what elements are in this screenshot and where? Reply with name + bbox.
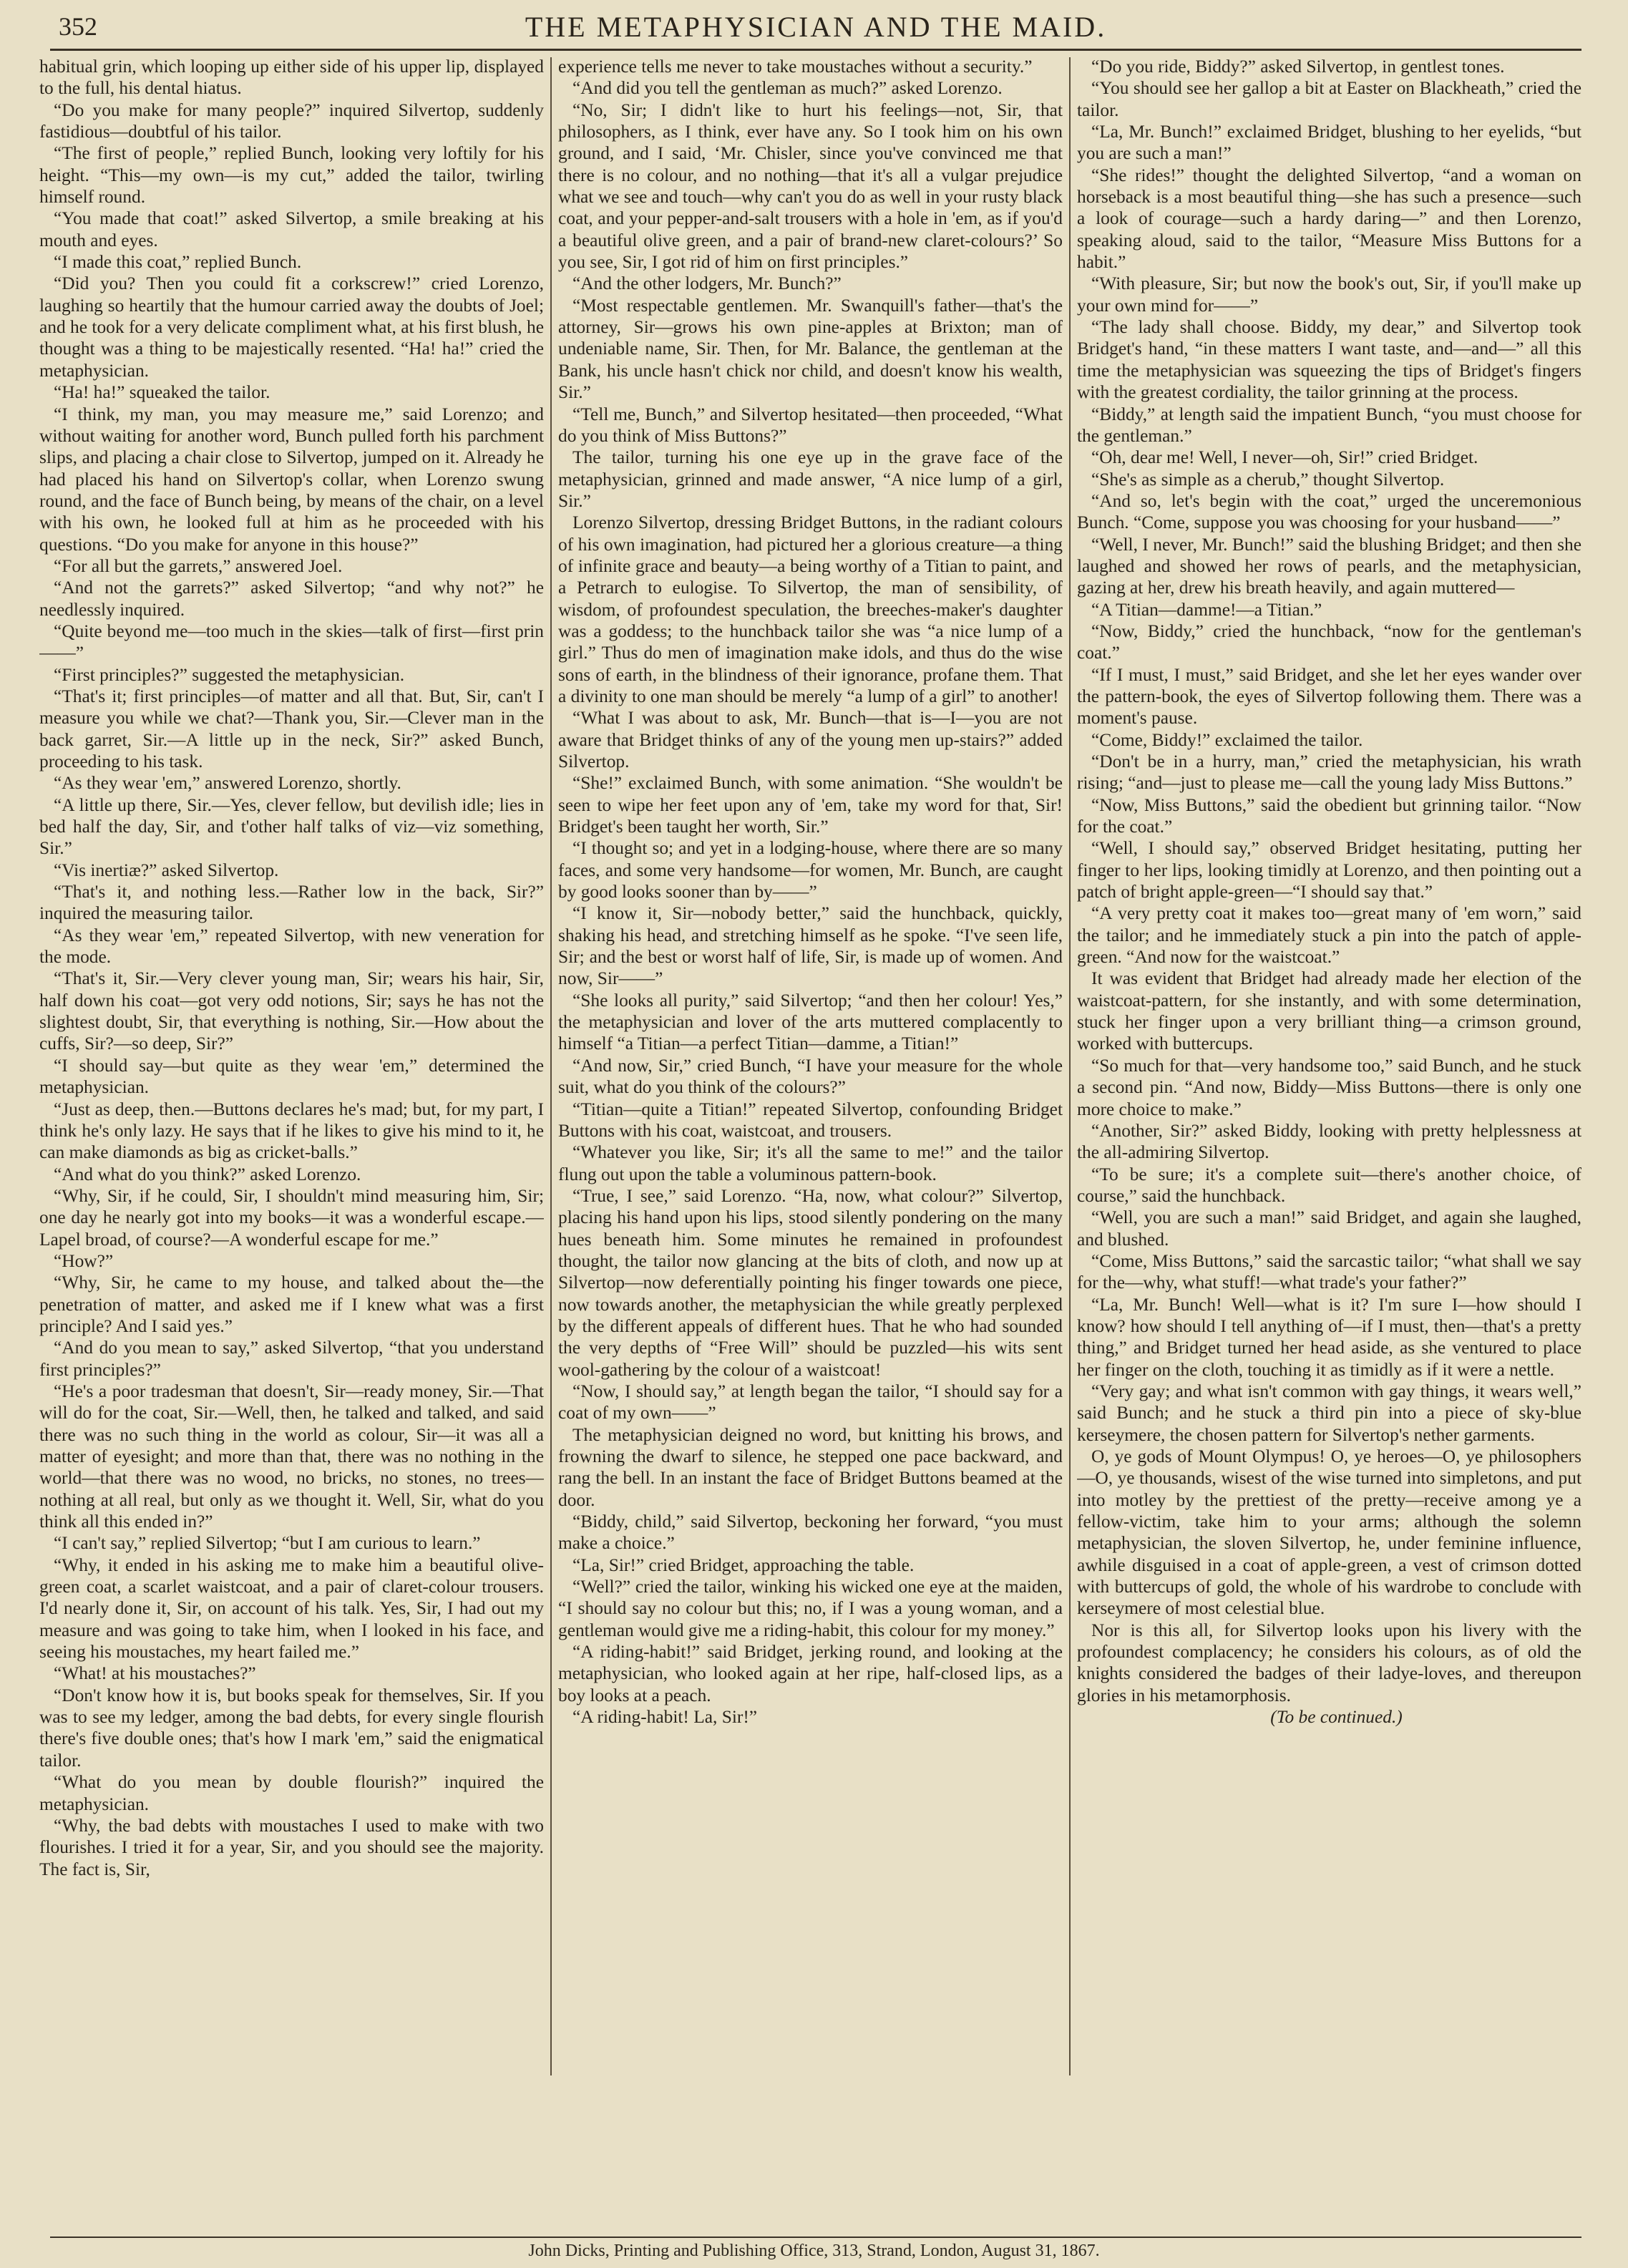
paragraph: “Come, Miss Buttons,” said the sarcastic tailor; “what shall we say for the—why, what stuff!—what trade's your father?”: [1077, 1250, 1581, 1293]
paragraph: “Tell me, Bunch,” and Silvertop hesitated—then proceeded, “What do you think of Miss Buttons?”: [558, 404, 1063, 446]
paragraph: “Just as deep, then.—Buttons declares he's mad; but, for my part, I think he's only lazy. He says that if he likes to give his mind to it, he can make diamonds as big as cricket-balls.”: [39, 1099, 544, 1163]
paragraph: “She rides!” thought the delighted Silvertop, “and a woman on horseback is a most beautiful thing—she has such a presence—such a look of courage—such a hardy daring—” and then Lorenzo, speaking aloud, said to the tailor, “Measure Miss Buttons for a habit.”: [1077, 165, 1581, 273]
paragraph: “And the other lodgers, Mr. Bunch?”: [572, 273, 842, 294]
paragraph: “A Titian—damme!—a Titian.”: [1091, 599, 1322, 620]
paragraph: “And now, Sir,” cried Bunch, “I have your measure for the whole suit, what do you think of the colours?”: [558, 1055, 1063, 1098]
paragraph: “No, Sir; I didn't like to hurt his feelings—not, Sir, that philosophers, as I think, ever have any. So I took him on his own ground, and I said, ‘Mr. Chisler, since you've convinced me that there is no colour, and no nothing—that it's all a vulgar prejudice what we see and touch—why can't you do as well in your rusty black coat, and your pepper-and-salt trousers with a hole in 'em, as if you'd a beautiful olive green, and a pair of brand-new claret-colours?’ So you see, Sir, I got rid of him on first principles.”: [558, 99, 1063, 273]
paragraph: “Do you make for many people?” inquired Silvertop, suddenly fastidious—doubtful of his tailor.: [39, 99, 544, 142]
paragraph: “I know it, Sir—nobody better,” said the hunchback, quickly, shaking his head, and stretching himself as he spoke. “I've seen life, Sir; and the best or worst half of life, Sir, is made up of women. And now, Sir——”: [558, 903, 1063, 989]
paragraph: “To be sure; it's a complete suit—there's another choice, of course,” said the hunchback.: [1077, 1164, 1581, 1206]
paragraph: “She looks all purity,” said Silvertop; “and then her colour! Yes,” the metaphysician and lover of the arts muttered complacently to himself “a Titian—a perfect Titian—damme, a Titian!”: [558, 990, 1063, 1054]
paragraph: “And do you mean to say,” asked Silvertop, “that you understand first principles?”: [39, 1338, 544, 1380]
paragraph: The metaphysician deigned no word, but knitting his brows, and frowning the dwarf to silence, he stepped one pace backward, and rang the bell. In an instant the face of Bridget Buttons beamed at the door.: [558, 1424, 1063, 1510]
paragraph: “What I was about to ask, Mr. Bunch—that is—I—you are not aware that Bridget thinks of any of the young men up-stairs?” added Silvertop.: [558, 708, 1063, 772]
paragraph: “That's it, and nothing less.—Rather low in the back, Sir?” inquired the measuring tailor.: [39, 882, 544, 924]
paragraph: “Most respectable gentlemen. Mr. Swanquill's father—that's the attorney, Sir—grows his own pine-apples at Brixton; man of undeniable name, Sir. Then, for Mr. Balance, the gentleman at the Bank, his uncle hasn't chick nor child, and doesn't know his wealth, Sir.”: [558, 295, 1063, 403]
printer-imprint: John Dicks, Printing and Publishing Office, 313, Strand, London, August 31, 1867.: [528, 2242, 1100, 2260]
paragraph: “Why, the bad debts with moustaches I used to make with two flourishes. I tried it for a year, Sir, and you should see the majority. The fact is, Sir,: [39, 1815, 544, 1879]
paragraph: “A little up there, Sir.—Yes, clever fellow, but devilish idle; lies in bed half the day, Sir, and t'other half talks of viz—viz something, Sir.”: [39, 794, 544, 859]
paragraph: “For all but the garrets,” answered Joel.: [54, 555, 343, 576]
paragraph: “A riding-habit!” said Bridget, jerking round, and looking at the metaphysician, who looked again at her ripe, half-closed lips, as a boy looks at a peach.: [558, 1642, 1063, 1705]
paragraph: “Oh, dear me! Well, I never—oh, Sir!” cried Bridget.: [1091, 447, 1478, 468]
paragraph: “And not the garrets?” asked Silvertop; “and why not?” he needlessly inquired.: [39, 578, 544, 620]
paragraph: “Now, Miss Buttons,” said the obedient but grinning tailor. “Now for the coat.”: [1077, 794, 1581, 837]
paragraph: “The lady shall choose. Biddy, my dear,” and Silvertop took Bridget's hand, “in these matters I want taste, and—and—” all this time the metaphysician was squeezing the tips of Bridget's fingers with the greatest cordiality, the tailor grinning at the process.: [1077, 317, 1581, 403]
paragraph: “Biddy, child,” said Silvertop, beckoning her forward, “you must make a choice.”: [558, 1512, 1063, 1554]
paragraph: “Biddy,” at length said the impatient Bunch, “you must choose for the gentleman.”: [1077, 404, 1581, 446]
paragraph: “I should say—but quite as they wear 'em,” determined the metaphysician.: [39, 1055, 544, 1098]
paragraph: “Quite beyond me—too much in the skies—talk of first—first prin——”: [39, 620, 544, 663]
paragraph: “He's a poor tradesman that doesn't, Sir—ready money, Sir.—That will do for the coat, Sir.—Well, then, he talked and talked, and said there was no such thing in the world as colour, Sir—it was all a matter of eyesight; and more than that, there was no nothing in the world—that there was no wood, no bricks, no stones, no trees—nothing at all real, but only as we thought it. Well, Sir, what do you think all this ended in?”: [39, 1381, 544, 1532]
paragraph: “First principles?” suggested the metaphysician.: [54, 664, 405, 685]
article-columns: [39, 56, 1581, 2078]
paragraph: “She's as simple as a cherub,” thought Silvertop.: [1091, 469, 1445, 490]
paragraph: “I made this coat,” replied Bunch.: [54, 252, 302, 273]
paragraph: “And so, let's begin with the coat,” urged the unceremonious Bunch. “Come, suppose you was choosing for your husband——”: [1077, 490, 1581, 533]
paragraph: “What! at his moustaches?”: [54, 1663, 256, 1684]
paragraph: “The first of people,” replied Bunch, looking very loftily for his height. “This—my own—is my cut,” added the tailor, twirling himself round.: [39, 143, 544, 208]
paragraph: “La, Mr. Bunch! Well—what is it? I'm sure I—how should I know? how should I tell anything of—if I must, then—that's a pretty thing,” and Bridget turned her head aside, as she ventured to place her finger on the cloth, touching it as timidly as if it were a nettle.: [1077, 1294, 1581, 1380]
page-number: 352: [59, 12, 97, 41]
paragraph: “Very gay; and what isn't common with gay things, it wears well,” said Bunch; and he stuck a third pin into a piece of sky-blue kerseymere, the chosen pattern for Silvertop's nether garments.: [1077, 1381, 1581, 1445]
paragraph: The tailor, turning his one eye up in the grave face of the metaphysician, grinned and made answer, “A nice lump of a girl, Sir.”: [558, 447, 1063, 511]
paragraph: O, ye gods of Mount Olympus! O, ye heroes—O, ye philosophers—O, ye thousands, wisest of the wise turned into simpletons, and put into motley by the prettiest of the pretty—receive among ye a fellow-victim, take him to your arms; although the solemn metaphysician, the sloven Silvertop, he, under feminine influence, awhile disguised in a coat of apple-green, a vest of crimson dotted with buttercups of gold, the whole of his wardrobe to conclude with kerseymere of most celestial blue.: [1077, 1446, 1581, 1619]
paragraph: “Come, Biddy!” exclaimed the tailor.: [1091, 729, 1363, 750]
paragraph: “Now, I should say,” at length began the tailor, “I should say for a coat of my own——”: [558, 1381, 1063, 1423]
paragraph: “Why, it ended in his asking me to make him a beautiful olive-green coat, a scarlet waistcoat, and a pair of claret-colour trousers. I'd nearly done it, Sir, on account of his talk. Yes, Sir, I had out my measure and was going to take him, when I looked in his face, and seeing his moustaches, my heart failed me.”: [39, 1554, 544, 1663]
paragraph: “If I must, I must,” said Bridget, and she let her eyes wander over the pattern-book, the eyes of Silvertop following them. There was a moment's pause.: [1077, 664, 1581, 729]
paragraph: “La, Mr. Bunch!” exclaimed Bridget, blushing to her eyelids, “but you are such a man!”: [1077, 122, 1581, 164]
paragraph: “As they wear 'em,” answered Lorenzo, shortly.: [54, 773, 401, 794]
paragraph: “Why, Sir, if he could, Sir, I shouldn't mind measuring him, Sir; one day he nearly got into my books—it was a wonderful escape.—Lapel broad, of course?—A wonderful escape for me.”: [39, 1185, 544, 1250]
paragraph: Lorenzo Silvertop, dressing Bridget Buttons, in the radiant colours of his own imagination, had pictured her a glorious creature—a thing of infinite grace and beauty—a being worthy of a Titian to paint, and a Petrarch to eulogise. To Silvertop, the man of sensibility, of wisdom, of profoundest speculation, the breeches-maker's daughter was a goddess; to the hunchback tailor she was “a nice lump of a girl.” Thus do men of imagination make idols, and thus do the wise sons of earth, in the blindness of their ignorance, profane them. That a divinity to one man should be merely “a lump of a girl” to another!: [558, 512, 1063, 706]
paragraph: “I thought so; and yet in a lodging-house, where there are so many faces, and some very handsome—for women, Mr. Bunch, are caught by good looks sooner than by——”: [558, 838, 1063, 902]
paragraph: “With pleasure, Sir; but now the book's out, Sir, if you'll make up your own mind for——”: [1077, 273, 1581, 316]
paragraph: “Well, I should say,” observed Bridget hesitating, putting her finger to her lips, looking timidly at Lorenzo, and then pointing out a patch of bright apple-green—“I should say that.”: [1077, 838, 1581, 902]
paragraph: “Whatever you like, Sir; it's all the same to me!” and the tailor flung out upon the table a voluminous pattern-book.: [558, 1142, 1063, 1184]
paragraph: “You made that coat!” asked Silvertop, a smile breaking at his mouth and eyes.: [39, 208, 544, 250]
paragraph: “And what do you think?” asked Lorenzo.: [54, 1164, 361, 1184]
paragraph: “A very pretty coat it makes too—great many of 'em worn,” said the tailor; and he immediately stuck a pin into the patch of apple-green. “And now for the waistcoat.”: [1077, 903, 1581, 968]
paragraph: “True, I see,” said Lorenzo. “Ha, now, what colour?” Silvertop, placing his hand upon his lips, stood silently pondering on the many hues beneath him. Some minutes he remained in profoundest thought, the tailor now glancing at the bits of cloth, and now up at Silvertop—now deferentially pointing his finger towards one piece, now towards another, the metaphysician the while greatly perplexed by the different appeals of different hues. That he who had sounded the very depths of “Free Will” should be puzzled—his wits sent wool-gathering by the colour of a waistcoat!: [558, 1185, 1063, 1380]
paragraph: “La, Sir!” cried Bridget, approaching the table.: [572, 1554, 915, 1575]
paragraph: “Now, Biddy,” cried the hunchback, “now for the gentleman's coat.”: [1077, 620, 1581, 663]
paragraph: It was evident that Bridget had already made her election of the waistcoat-pattern, for she instantly, and with some determination, stuck her finger upon a very brilliant thing—a crimson ground, worked with buttercups.: [1077, 968, 1581, 1054]
paragraph: “What do you mean by double flourish?” inquired the metaphysician.: [39, 1772, 544, 1814]
footer-rule: [50, 2237, 1581, 2238]
text-column-3: [1077, 56, 1581, 2078]
paragraph: “Why, Sir, he came to my house, and talked about the—the penetration of matter, and asked me if I knew what was a first principle? And I said yes.”: [39, 1272, 544, 1336]
paragraph: “That's it, Sir.—Very clever young man, Sir; wears his hair, Sir, half down his coat—got very odd notions, Sir; says he has not the slightest doubt, Sir, that everything is nothing, Sir.—How about the cuffs, Sir?—so deep, Sir?”: [39, 968, 544, 1054]
paragraph: “A riding-habit! La, Sir!”: [572, 1707, 758, 1728]
page-header: [50, 6, 1581, 51]
paragraph: “Ha! ha!” squeaked the tailor.: [54, 382, 270, 403]
paragraph: “She!” exclaimed Bunch, with some animation. “She wouldn't be seen to wipe her feet upon any of 'em, take my word for that, Sir! Bridget's been taught her worth, Sir.”: [558, 773, 1063, 837]
paragraph: “Titian—quite a Titian!” repeated Silvertop, confounding Bridget Buttons with his coat, waistcoat, and trousers.: [558, 1099, 1063, 1141]
paragraph: “Vis inertiæ?” asked Silvertop.: [54, 860, 279, 880]
paragraph: “As they wear 'em,” repeated Silvertop, with new veneration for the mode.: [39, 925, 544, 968]
paragraph: habitual grin, which looping up either side of his upper lip, displayed to the full, his dental hiatus.: [39, 57, 544, 99]
paragraph: “You should see her gallop a bit at Easter on Blackheath,” cried the tailor.: [1077, 78, 1581, 120]
paragraph: “Well?” cried the tailor, winking his wicked one eye at the maiden, “I should say no colour but this; no, if I was a young woman, and a gentleman would give me a riding-habit, this colour for my money.”: [558, 1577, 1063, 1640]
paragraph: “Another, Sir?” asked Biddy, looking with pretty helplessness at the all-admiring Silvertop.: [1077, 1120, 1581, 1163]
paragraph: “Do you ride, Biddy?” asked Silvertop, in gentlest tones.: [1091, 57, 1505, 77]
paragraph: “Well, you are such a man!” said Bridget, and again she laughed, and blushed.: [1077, 1207, 1581, 1250]
paragraph: “Don't be in a hurry, man,” cried the metaphysician, his wrath rising; “and—just to please me—call the young lady Miss Buttons.”: [1077, 751, 1581, 794]
paragraph: “Did you? Then you could fit a corkscrew!” cried Lorenzo, laughing so heartily that the humour carried away the doubts of Joel; and he took for a very delicate compliment what, at his first blush, he thought was a thing to be majestically resented. “Ha! ha!” cried the metaphysician.: [39, 273, 544, 381]
paragraph: “Don't know how it is, but books speak for themselves, Sir. If you was to see my ledger, among the bad debts, for every single flourish there's five double ones; that's how I mark 'em,” said the enigmatical tailor.: [39, 1685, 544, 1771]
paragraph: “Well, I never, Mr. Bunch!” said the blushing Bridget; and then she laughed and showed her rows of pearls, and the metaphysician, gazing at her, drew his breath heavily, and again muttered—: [1077, 534, 1581, 598]
continuation-note: (To be continued.): [1270, 1707, 1403, 1728]
paragraph: “I can't say,” replied Silvertop; “but I am curious to learn.”: [54, 1533, 481, 1554]
paragraph: Nor is this all, for Silvertop looks upon his livery with the profoundest complacency; he considers his colours, as of old the knights considered the badges of their ladye-loves, and thereupon glories in his metamorphosis.: [1077, 1620, 1581, 1705]
paragraph: “How?”: [54, 1250, 114, 1271]
paragraph: experience tells me never to take moustaches without a security.”: [558, 57, 1033, 77]
running-title: THE METAPHYSICIAN AND THE MAID.: [525, 11, 1107, 43]
text-column-1: [39, 56, 544, 2078]
paragraph: “So much for that—very handsome too,” said Bunch, and he stuck a second pin. “And now, Biddy—Miss Buttons—there is only one more choice to make.”: [1077, 1055, 1581, 1119]
text-column-2: [558, 56, 1063, 2078]
paragraph: “I think, my man, you may measure me,” said Lorenzo; and without waiting for another word, Bunch pulled forth his parchment slips, and placing a chair close to Silvertop, jumped on it. Already he had placed his hand on Silvertop's collar, when Lorenzo swung round, and the face of Bunch being, by means of the chair, on a level with his own, he looked full at him as he proceeded with his questions. “Do you make for anyone in this house?”: [39, 404, 544, 555]
paragraph: “And did you tell the gentleman as much?” asked Lorenzo.: [572, 78, 1003, 99]
paragraph: “That's it; first principles—of matter and all that. But, Sir, can't I measure you while we chat?—Thank you, Sir.—Clever man in the back garret, Sir.—A little up in the neck, Sir?” asked Bunch, proceeding to his task.: [39, 686, 544, 772]
